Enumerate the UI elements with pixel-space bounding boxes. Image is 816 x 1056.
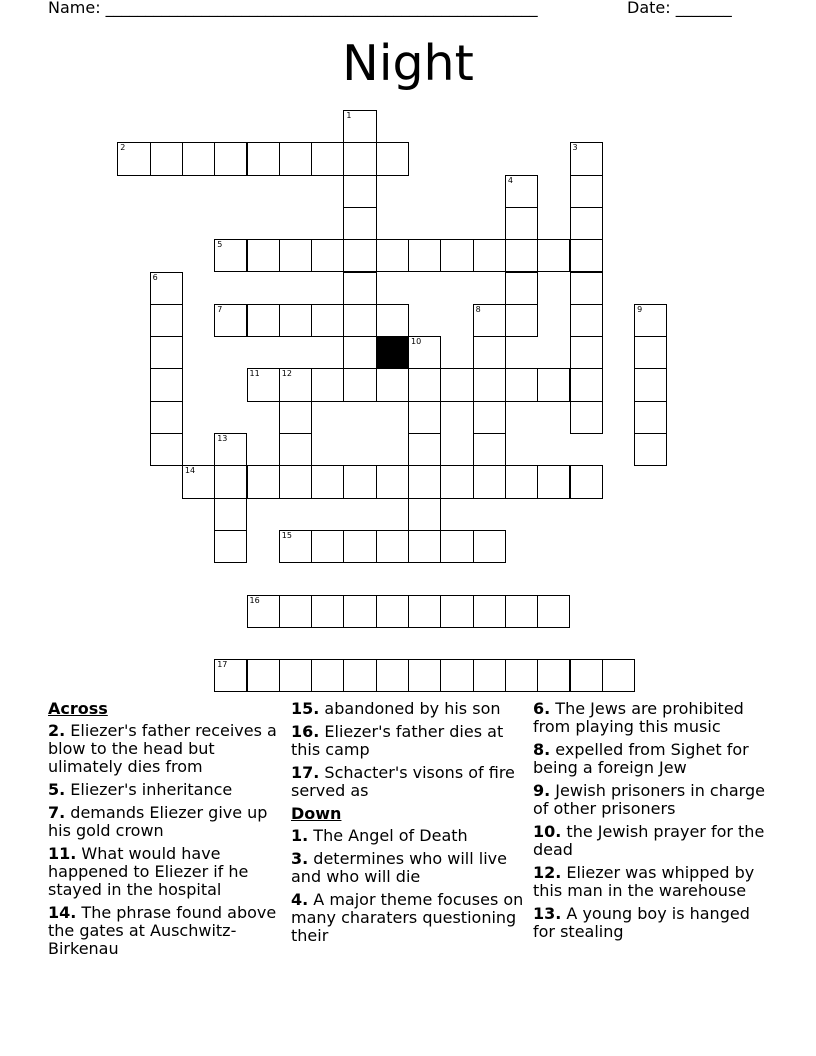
clue-text: expelled from Sighet for being a foreign Jew xyxy=(533,740,749,777)
grid-cell[interactable] xyxy=(408,368,441,401)
grid-cell[interactable] xyxy=(570,142,603,175)
clue-number-label: 3. xyxy=(291,849,309,868)
grid-cell[interactable] xyxy=(440,659,473,692)
grid-cell[interactable] xyxy=(214,530,247,563)
clues-column-1 xyxy=(48,700,288,963)
clue-text: The Jews are prohibited from playing this music xyxy=(533,699,744,736)
clue-text: A major theme focuses on many charaters questioning their xyxy=(291,890,524,945)
grid-cell[interactable] xyxy=(247,659,280,692)
clues-column-3 xyxy=(533,700,773,946)
grid-cell[interactable] xyxy=(570,175,603,208)
grid-cell[interactable] xyxy=(505,465,538,498)
grid-cell[interactable] xyxy=(279,401,312,434)
clue-text: Jewish prisoners in charge of other prisoners xyxy=(533,781,765,818)
clue-number-label: 7. xyxy=(48,803,66,822)
grid-cell[interactable] xyxy=(634,401,667,434)
grid-cell[interactable] xyxy=(376,595,409,628)
clue-item xyxy=(533,905,773,941)
grid-cell[interactable] xyxy=(505,659,538,692)
grid-cell[interactable] xyxy=(343,368,376,401)
grid-cell[interactable] xyxy=(440,368,473,401)
grid-cell[interactable] xyxy=(150,433,183,466)
grid-cell[interactable] xyxy=(311,530,344,563)
grid-cell[interactable] xyxy=(473,595,506,628)
grid-cell[interactable] xyxy=(247,304,280,337)
grid-cell[interactable] xyxy=(182,142,215,175)
clue-text: Eliezer's father dies at this camp xyxy=(291,722,504,759)
clue-number-label: 2. xyxy=(48,721,66,740)
grid-cell[interactable] xyxy=(408,530,441,563)
grid-cell[interactable] xyxy=(634,336,667,369)
grid-cell[interactable] xyxy=(473,368,506,401)
name-field[interactable]: Name: ______________________________________________________ xyxy=(48,0,538,17)
clue-number: 4 xyxy=(507,175,513,185)
grid-cell[interactable] xyxy=(343,659,376,692)
grid-cell[interactable] xyxy=(408,498,441,531)
clue-number: 8 xyxy=(475,304,481,314)
grid-cell[interactable] xyxy=(570,207,603,240)
clue-number: 3 xyxy=(572,143,578,153)
grid-cell[interactable] xyxy=(376,304,409,337)
clue-item xyxy=(533,782,773,818)
grid-cell[interactable] xyxy=(279,433,312,466)
grid-cell[interactable] xyxy=(279,304,312,337)
grid-cell[interactable] xyxy=(343,530,376,563)
clue-number: 10 xyxy=(411,337,422,347)
grid-cell[interactable] xyxy=(408,401,441,434)
grid-cell[interactable] xyxy=(343,595,376,628)
grid-cell[interactable] xyxy=(150,368,183,401)
grid-cell[interactable] xyxy=(150,336,183,369)
grid-cell[interactable] xyxy=(602,659,635,692)
grid-cell[interactable] xyxy=(570,272,603,305)
grid-cell[interactable] xyxy=(150,401,183,434)
grid-cell[interactable] xyxy=(408,595,441,628)
grid-cell[interactable] xyxy=(279,142,312,175)
page-title: Night xyxy=(342,35,474,92)
grid-cell[interactable] xyxy=(247,142,280,175)
grid-cell[interactable] xyxy=(408,433,441,466)
grid-cell[interactable] xyxy=(570,465,603,498)
grid-cell[interactable] xyxy=(311,465,344,498)
grid-cell[interactable] xyxy=(505,272,538,305)
grid-cell[interactable] xyxy=(570,401,603,434)
grid-cell[interactable] xyxy=(150,304,183,337)
grid-cell[interactable] xyxy=(473,304,506,337)
clue-text: abandoned by his son xyxy=(319,699,501,718)
grid-cell[interactable] xyxy=(247,368,280,401)
grid-cell[interactable] xyxy=(376,142,409,175)
black-square xyxy=(376,336,409,369)
grid-cell[interactable] xyxy=(440,530,473,563)
grid-cell[interactable] xyxy=(570,368,603,401)
across-heading: Across xyxy=(48,699,108,718)
clue-item xyxy=(533,700,773,736)
clue-item xyxy=(291,891,531,945)
clue-number: 14 xyxy=(184,466,196,476)
grid-cell[interactable] xyxy=(311,304,344,337)
grid-cell[interactable] xyxy=(376,530,409,563)
clue-number-label: 14. xyxy=(48,903,77,922)
grid-cell[interactable] xyxy=(570,336,603,369)
clue-item xyxy=(48,804,288,840)
grid-cell[interactable] xyxy=(505,304,538,337)
grid-cell[interactable] xyxy=(408,336,441,369)
grid-cell[interactable] xyxy=(440,239,473,272)
grid-cell[interactable] xyxy=(214,465,247,498)
grid-cell[interactable] xyxy=(537,239,570,272)
grid-cell[interactable] xyxy=(473,336,506,369)
clue-number-label: 10. xyxy=(533,822,562,841)
grid-cell[interactable] xyxy=(473,401,506,434)
clue-number: 1 xyxy=(346,111,352,120)
grid-cell[interactable] xyxy=(408,465,441,498)
grid-cell[interactable] xyxy=(473,530,506,563)
clue-number: 6 xyxy=(152,272,158,282)
grid-cell[interactable] xyxy=(408,239,441,272)
clue-number-label: 13. xyxy=(533,904,562,923)
grid-cell[interactable] xyxy=(343,336,376,369)
grid-cell[interactable] xyxy=(537,368,570,401)
grid-cell[interactable] xyxy=(214,142,247,175)
grid-cell[interactable] xyxy=(214,239,247,272)
grid-cell[interactable] xyxy=(247,239,280,272)
grid-cell[interactable] xyxy=(343,142,376,175)
grid-cell[interactable] xyxy=(505,595,538,628)
clue-number-label: 15. xyxy=(291,699,320,718)
down-heading: Down xyxy=(291,804,342,823)
clue-text: the Jewish prayer for the dead xyxy=(533,822,765,859)
grid-cell[interactable] xyxy=(343,272,376,305)
clue-item xyxy=(533,864,773,900)
grid-cell[interactable] xyxy=(343,110,376,143)
grid-cell[interactable] xyxy=(634,304,667,337)
grid-cell[interactable] xyxy=(505,175,538,208)
date-field[interactable]: Date: _______ xyxy=(627,0,732,17)
grid-cell[interactable] xyxy=(279,465,312,498)
clue-item xyxy=(291,850,531,886)
grid-cell[interactable] xyxy=(150,142,183,175)
clue-item xyxy=(291,700,531,718)
clue-item xyxy=(48,845,288,899)
grid-cell[interactable] xyxy=(214,498,247,531)
grid-cell[interactable] xyxy=(537,659,570,692)
grid-cell[interactable] xyxy=(440,595,473,628)
grid-cell[interactable] xyxy=(634,368,667,401)
grid-cell[interactable] xyxy=(182,465,215,498)
grid-cell[interactable] xyxy=(376,368,409,401)
grid-cell[interactable] xyxy=(505,239,538,272)
clue-item xyxy=(48,904,288,958)
grid-cell[interactable] xyxy=(408,659,441,692)
clue-number: 9 xyxy=(637,304,643,314)
clue-number-label: 8. xyxy=(533,740,551,759)
grid-cell[interactable] xyxy=(343,239,376,272)
grid-cell[interactable] xyxy=(473,239,506,272)
clue-text: determines who will live and who will die xyxy=(291,849,507,886)
grid-cell[interactable] xyxy=(634,433,667,466)
clue-number-label: 6. xyxy=(533,699,551,718)
grid-cell[interactable] xyxy=(311,659,344,692)
grid-cell[interactable] xyxy=(376,465,409,498)
grid-cell[interactable] xyxy=(279,659,312,692)
grid-cell[interactable] xyxy=(311,239,344,272)
clue-number: 13 xyxy=(217,434,228,443)
clue-number: 12 xyxy=(281,369,292,379)
grid-cell[interactable] xyxy=(214,304,247,337)
grid-cell[interactable] xyxy=(279,595,312,628)
clue-item xyxy=(533,741,773,777)
clue-text: Schacter's visons of fire served as xyxy=(291,763,515,800)
clue-item xyxy=(48,781,288,799)
clue-number-label: 5. xyxy=(48,780,66,799)
grid-cell[interactable] xyxy=(343,175,376,208)
grid-cell[interactable] xyxy=(505,207,538,240)
grid-cell[interactable] xyxy=(473,659,506,692)
grid-cell[interactable] xyxy=(214,433,247,466)
clue-text: Eliezer was whipped by this man in the warehouse xyxy=(533,863,755,900)
clue-number: 16 xyxy=(249,595,260,605)
grid-cell[interactable] xyxy=(537,595,570,628)
clue-number-label: 16. xyxy=(291,722,320,741)
clue-text: The phrase found above the gates at Auschwitz-Birkenau xyxy=(48,903,277,958)
grid-cell[interactable] xyxy=(343,207,376,240)
grid-cell[interactable] xyxy=(570,659,603,692)
grid-cell[interactable] xyxy=(311,368,344,401)
grid-cell[interactable] xyxy=(311,142,344,175)
clue-number-label: 1. xyxy=(291,826,309,845)
grid-cell[interactable] xyxy=(247,465,280,498)
clue-number: 15 xyxy=(281,530,292,540)
grid-cell[interactable] xyxy=(279,530,312,563)
clue-item xyxy=(291,723,531,759)
grid-cell[interactable] xyxy=(537,465,570,498)
grid-cell[interactable] xyxy=(343,304,376,337)
grid-cell[interactable] xyxy=(473,465,506,498)
clue-number-label: 4. xyxy=(291,890,309,909)
clue-number: 7 xyxy=(217,304,223,314)
clue-number: 17 xyxy=(217,660,228,670)
clue-number-label: 9. xyxy=(533,781,551,800)
grid-cell[interactable] xyxy=(279,239,312,272)
clue-number: 5 xyxy=(217,240,223,250)
grid-cell[interactable] xyxy=(505,368,538,401)
clue-text: Eliezer's father receives a blow to the head but ulimately dies from xyxy=(48,721,277,776)
clue-text: A young boy is hanged for stealing xyxy=(533,904,750,941)
grid-cell[interactable] xyxy=(150,272,183,305)
clue-number: 2 xyxy=(120,143,126,153)
grid-cell[interactable] xyxy=(570,304,603,337)
clue-item xyxy=(533,823,773,859)
clues-column-2 xyxy=(291,700,531,950)
clue-number-label: 17. xyxy=(291,763,320,782)
clue-number: 11 xyxy=(249,369,260,379)
grid-cell[interactable] xyxy=(279,368,312,401)
clue-number-label: 12. xyxy=(533,863,562,882)
grid-cell[interactable] xyxy=(247,595,280,628)
clue-text: What would have happened to Eliezer if he stayed in the hospital xyxy=(48,844,249,899)
grid-cell[interactable] xyxy=(376,659,409,692)
grid-cell[interactable] xyxy=(473,433,506,466)
clue-item xyxy=(48,722,288,776)
grid-cell[interactable] xyxy=(570,239,603,272)
clue-item xyxy=(291,764,531,800)
clue-text: Eliezer's inheritance xyxy=(65,780,233,799)
grid-cell[interactable] xyxy=(376,239,409,272)
clue-text: demands Eliezer give up his gold crown xyxy=(48,803,268,840)
grid-cell[interactable] xyxy=(117,142,150,175)
clue-number-label: 11. xyxy=(48,844,77,863)
grid-cell[interactable] xyxy=(214,659,247,692)
grid-cell[interactable] xyxy=(343,465,376,498)
clue-text: The Angel of Death xyxy=(308,826,468,845)
grid-cell[interactable] xyxy=(440,465,473,498)
clue-item xyxy=(291,827,531,845)
grid-cell[interactable] xyxy=(311,595,344,628)
